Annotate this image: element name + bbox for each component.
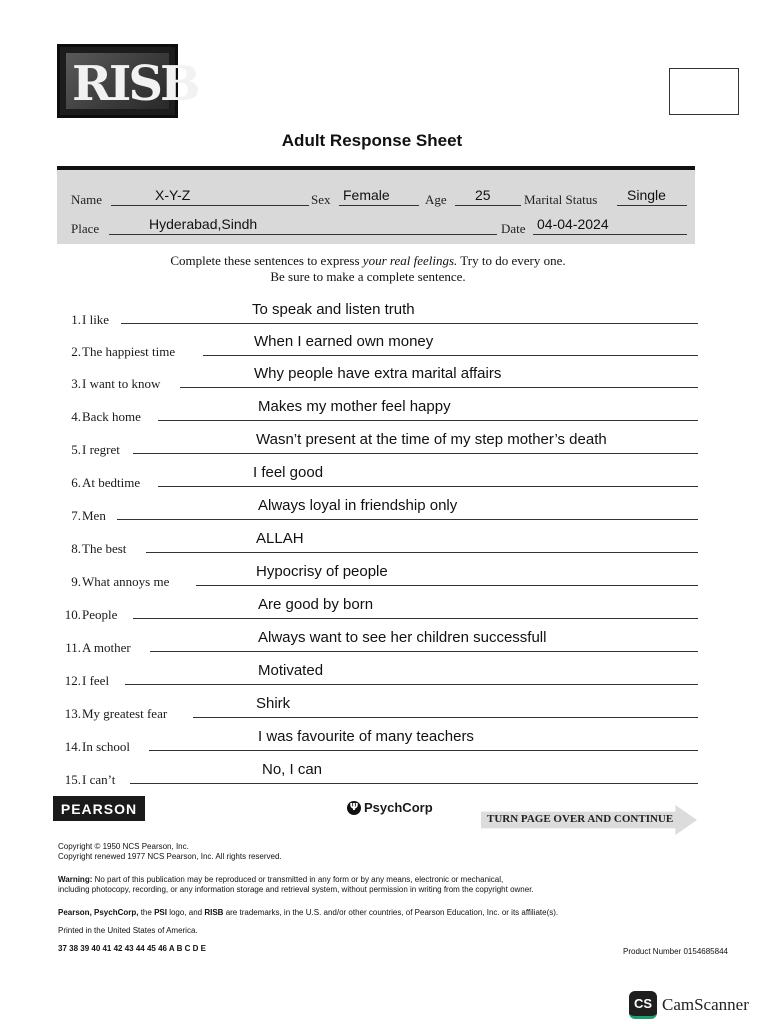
age-label: Age (425, 192, 447, 207)
item-number: 7. (71, 508, 81, 523)
risb-logo (57, 44, 198, 118)
item-answer[interactable]: Hypocrisy of people (256, 563, 388, 580)
item-prompt: A mother (82, 640, 131, 655)
trademark-b: the (138, 908, 155, 917)
item-answer[interactable]: No, I can (262, 761, 323, 778)
answer-line (193, 717, 698, 718)
page-title: Adult Response Sheet (281, 131, 463, 150)
warning-label: Warning: (58, 875, 93, 884)
answer-line (196, 585, 698, 586)
item-answer[interactable]: Why people have extra marital affairs (254, 365, 502, 382)
item-answer[interactable]: ALLAH (256, 530, 304, 547)
item-number: 1. (71, 312, 81, 327)
date-label: Date (501, 221, 526, 236)
item-row (0, 692, 768, 722)
item-number: 4. (71, 409, 81, 424)
item-number: 15. (64, 772, 81, 787)
item-number: 3. (71, 376, 81, 391)
answer-line (180, 387, 698, 388)
item-answer[interactable]: Wasn’t present at the time of my step mother’s death (256, 431, 607, 448)
answer-line (146, 552, 698, 553)
item-answer[interactable]: Always loyal in friendship only (258, 497, 458, 514)
date-field[interactable] (533, 213, 687, 235)
item-prompt: People (82, 607, 118, 622)
item-row (0, 330, 768, 360)
info-box (57, 166, 695, 244)
answer-line (133, 618, 698, 619)
name-label: Name (71, 192, 103, 207)
trademark-c: PSI (154, 908, 167, 917)
camscanner-icon: CS (629, 991, 657, 1019)
item-answer[interactable]: Motivated (258, 662, 324, 679)
item-row (0, 298, 768, 328)
item-answer[interactable]: I was favourite of many teachers (258, 728, 474, 745)
instructions (0, 253, 736, 285)
item-row (0, 527, 768, 557)
name-value: X-Y-Z (155, 187, 191, 203)
trademark-f: are trademarks, in the U.S. and/or other countries, of Pearson Education, Inc. or its affiliate(s). (223, 908, 559, 917)
print-codes: 37 38 39 40 41 42 43 44 45 46 A B C D E (58, 944, 206, 953)
warning-text-1: No part of this publication may be reproduced or transmitted in any form or by any means, electronic or mechanical, (92, 875, 504, 884)
sex-field[interactable] (339, 184, 419, 206)
answer-line (121, 323, 698, 324)
printed-notice: Printed in the United States of America. (58, 926, 198, 935)
warning-text-2: including photocopy, recording, or any information storage and retrieval system, without permission in writing from the copyright owner. (58, 885, 534, 894)
item-number: 6. (71, 475, 81, 490)
marital-status-field[interactable] (617, 184, 687, 206)
trademark-a: Pearson, PsychCorp, (58, 908, 139, 917)
item-prompt: At bedtime (82, 475, 141, 490)
name-field[interactable] (111, 184, 309, 206)
answer-line (149, 750, 698, 751)
item-answer[interactable]: Makes my mother feel happy (258, 398, 451, 415)
item-prompt: My greatest fear (82, 706, 168, 721)
answer-line (130, 783, 698, 784)
item-row (0, 758, 768, 788)
marital-status-value: Single (627, 187, 666, 203)
item-prompt: I regret (82, 442, 120, 457)
instructions-text-a: Complete these sentences to express (170, 253, 363, 268)
item-number: 8. (71, 541, 81, 556)
item-row (0, 593, 768, 623)
instructions-text-b: Try to do every one. (457, 253, 566, 268)
place-value: Hyderabad,Sindh (149, 216, 258, 232)
item-number: 11. (65, 640, 81, 655)
item-row (0, 395, 768, 425)
item-number: 14. (64, 739, 81, 754)
warning-block (58, 875, 534, 895)
answer-line (133, 453, 698, 454)
item-number: 9. (71, 574, 81, 589)
item-row (0, 461, 768, 491)
item-row (0, 494, 768, 524)
trademark-e: RISB (204, 908, 224, 917)
answer-line (125, 684, 698, 685)
item-number: 10. (64, 607, 81, 622)
turn-page-text: TURN PAGE OVER AND CONTINUE (487, 813, 674, 825)
place-label: Place (71, 221, 100, 236)
item-prompt: In school (82, 739, 131, 754)
camscanner-label: CamScanner (662, 995, 749, 1014)
answer-line (158, 420, 698, 421)
instructions-emphasis: your real feelings. (362, 253, 458, 268)
item-answer[interactable]: To speak and listen truth (252, 301, 415, 318)
psi-icon: Ψ (347, 801, 361, 815)
camscanner-watermark (629, 991, 749, 1019)
item-answer[interactable]: Are good by born (258, 596, 374, 613)
trademark-d: logo, and (166, 908, 205, 917)
copyright-block (58, 842, 282, 862)
sex-value: Female (343, 187, 390, 203)
answer-line (150, 651, 698, 652)
product-number: Product Number 0154685844 (623, 947, 728, 956)
age-value: 25 (475, 187, 491, 203)
id-box (669, 68, 739, 115)
answer-line (117, 519, 698, 520)
age-field[interactable] (455, 184, 521, 206)
item-row (0, 725, 768, 755)
item-prompt: The best (82, 541, 127, 556)
copyright-line-1: Copyright © 1950 NCS Pearson, Inc. (58, 842, 189, 851)
answer-line (158, 486, 698, 487)
item-answer[interactable]: I feel good (253, 464, 324, 481)
turn-page-arrow (481, 805, 697, 835)
item-prompt: I can’t (82, 772, 116, 787)
item-number: 12. (64, 673, 81, 688)
item-answer[interactable]: Always want to see her children successfull (258, 629, 547, 646)
item-prompt: The happiest time (82, 344, 176, 359)
place-field[interactable] (109, 213, 497, 235)
item-number: 2. (71, 344, 81, 359)
logo-text: RISB (72, 56, 198, 112)
item-row (0, 428, 768, 458)
copyright-line-2: Copyright renewed 1977 NCS Pearson, Inc. All rights reserved. (58, 852, 282, 861)
item-prompt: I want to know (82, 376, 161, 391)
psychcorp-text: PsychCorp (364, 800, 433, 815)
sex-label: Sex (311, 192, 331, 207)
item-row (0, 560, 768, 590)
item-prompt: I feel (82, 673, 110, 688)
item-prompt: What annoys me (82, 574, 170, 589)
pearson-logo: PEARSON (53, 796, 145, 821)
item-row (0, 626, 768, 656)
answer-line (203, 355, 698, 356)
marital-status-label: Marital Status (524, 192, 598, 207)
instructions-line-2: Be sure to make a complete sentence. (270, 269, 466, 284)
item-row (0, 659, 768, 689)
item-row (0, 362, 768, 392)
psychcorp-logo (347, 800, 433, 815)
date-value: 04-04-2024 (537, 216, 609, 232)
item-prompt: Back home (82, 409, 141, 424)
item-prompt: I like (82, 312, 110, 327)
item-number: 13. (64, 706, 81, 721)
item-number: 5. (71, 442, 81, 457)
trademark-notice (58, 908, 558, 918)
item-answer[interactable]: Shirk (256, 695, 291, 712)
item-answer[interactable]: When I earned own money (254, 333, 434, 350)
item-prompt: Men (82, 508, 106, 523)
